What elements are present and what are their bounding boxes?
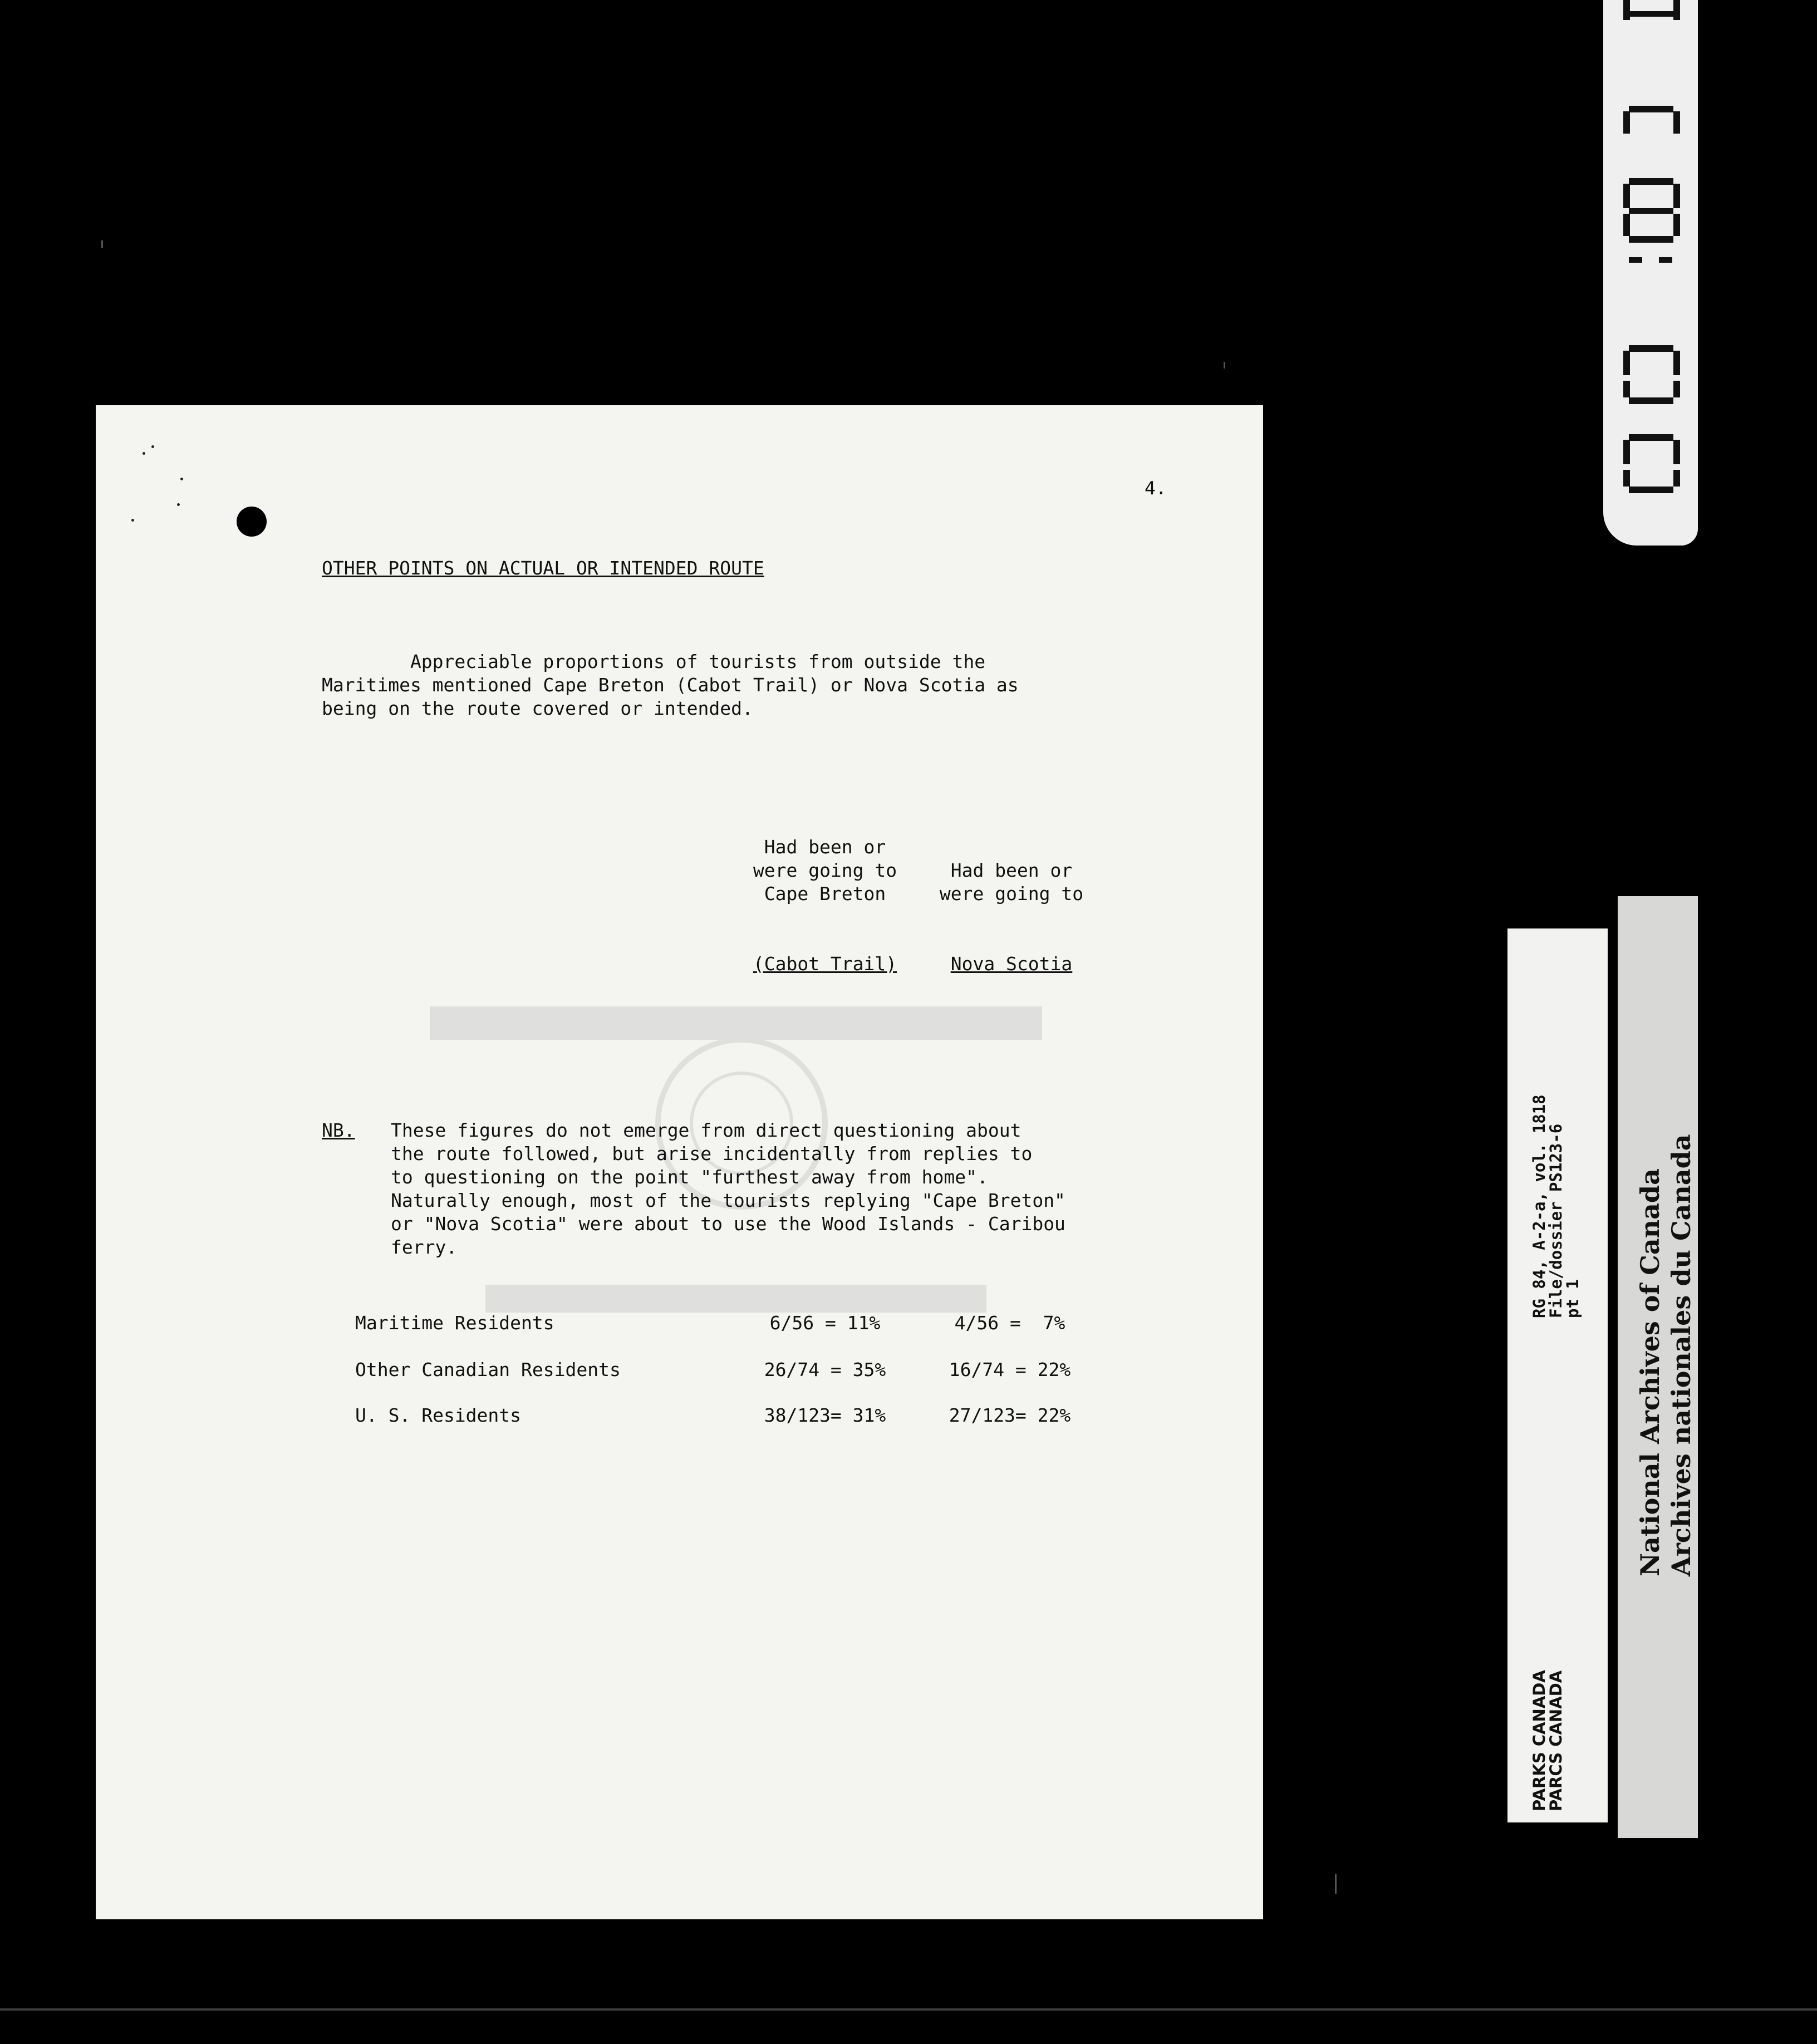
frame-number-digits xyxy=(1612,0,1690,534)
film-edge-line xyxy=(0,2008,1817,2011)
row-label: Other Canadian Residents xyxy=(355,1359,621,1380)
film-mark xyxy=(1224,362,1225,368)
nb-note: These figures do not emerge from direct questioning about the route followed, but arise incidentally from replies to to questioning on the point "furthest away from home". Naturally enough, most of the tourists replying "Cape Breton" or "Nova Scotia" were about to use the Wood Islands - Caribou ferry. xyxy=(391,1119,1065,1258)
film-mark xyxy=(1335,1874,1337,1894)
agency-name: PARKS CANADA PARCS CANADA xyxy=(1530,1670,1565,1811)
page-number: 4. xyxy=(1145,477,1167,499)
column-header-nova-scotia-text: Had been or were going to xyxy=(939,859,1084,905)
column-header-cape-breton xyxy=(741,789,908,1023)
cell-cape-breton: 26/74 = 35% xyxy=(764,1359,886,1380)
cell-cape-breton: 6/56 = 11% xyxy=(769,1312,881,1334)
dust-speck xyxy=(180,478,183,480)
institution-name: National Archives of Canada Archives nationales du Canada xyxy=(1635,1134,1696,1576)
row-label: U. S. Residents xyxy=(355,1404,522,1426)
row-label: Maritime Residents xyxy=(355,1312,554,1334)
nb-label: NB. xyxy=(322,1119,355,1141)
archive-reference: RG 84, A-2-a, vol. 1818 File/dossier PS123-6 pt 1 xyxy=(1530,1094,1582,1318)
document-page xyxy=(96,405,1263,1919)
column-header-cape-breton-underlined: (Cabot Trail) xyxy=(753,953,897,975)
intro-paragraph: Appreciable proportions of tourists from outside the Maritimes mentioned Cape Breton (Cabot Trail) or Nova Scotia as being on the route covered or intended. xyxy=(322,651,1019,719)
archive-reference-card xyxy=(1507,928,1608,1822)
cell-nova-scotia: 27/123= 22% xyxy=(949,1404,1071,1426)
dust-speck xyxy=(151,445,154,448)
page-heading: OTHER POINTS ON ACTUAL OR INTENDED ROUTE xyxy=(322,557,764,579)
film-mark xyxy=(101,240,103,248)
column-header-nova-scotia-underlined: Nova Scotia xyxy=(950,953,1073,975)
frame-number-strip xyxy=(1603,0,1698,546)
column-header-nova-scotia xyxy=(925,812,1098,1023)
dust-speck xyxy=(177,503,180,506)
cell-cape-breton: 38/123= 31% xyxy=(764,1404,886,1426)
dust-speck xyxy=(131,519,134,522)
institution-card xyxy=(1618,896,1698,1838)
column-header-cape-breton-text: Had been or were going to Cape Breton xyxy=(753,836,897,905)
punch-hole xyxy=(237,507,267,537)
cell-nova-scotia: 4/56 = 7% xyxy=(954,1312,1065,1334)
cell-nova-scotia: 16/74 = 22% xyxy=(949,1359,1071,1380)
dust-speck xyxy=(143,452,145,455)
